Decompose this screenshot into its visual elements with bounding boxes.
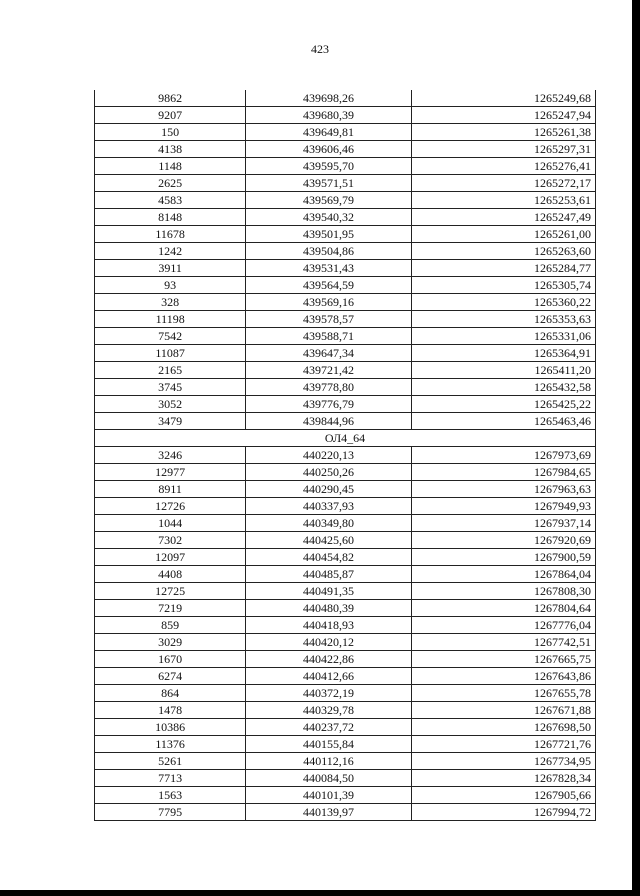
y-coordinate-cell: 1265284,77	[411, 260, 595, 277]
table-row	[95, 209, 596, 226]
y-coordinate-cell: 1265247,49	[411, 209, 595, 226]
x-coordinate-cell: 439778,80	[246, 379, 411, 396]
table-row	[95, 141, 596, 158]
y-coordinate-cell: 1267734,95	[411, 753, 595, 770]
table-row	[95, 651, 596, 668]
section-header-row	[95, 430, 596, 447]
y-coordinate-cell: 1265272,17	[411, 175, 595, 192]
y-coordinate-cell: 1265364,91	[411, 345, 595, 362]
point-number-cell: 1148	[95, 158, 246, 175]
y-coordinate-cell: 1267655,78	[411, 685, 595, 702]
table-row	[95, 311, 596, 328]
x-coordinate-cell: 439564,59	[246, 277, 411, 294]
y-coordinate-cell: 1265411,20	[411, 362, 595, 379]
y-coordinate-cell: 1265331,06	[411, 328, 595, 345]
y-coordinate-cell: 1267937,14	[411, 515, 595, 532]
y-coordinate-cell: 1265247,94	[411, 107, 595, 124]
point-number-cell: 10386	[95, 719, 246, 736]
y-coordinate-cell: 1267905,66	[411, 787, 595, 804]
table-row	[95, 124, 596, 141]
y-coordinate-cell: 1267671,88	[411, 702, 595, 719]
point-number-cell: 11087	[95, 345, 246, 362]
x-coordinate-cell: 439569,16	[246, 294, 411, 311]
x-coordinate-cell: 440425,60	[246, 532, 411, 549]
point-number-cell: 12726	[95, 498, 246, 515]
y-coordinate-cell: 1267643,86	[411, 668, 595, 685]
x-coordinate-cell: 440139,97	[246, 804, 411, 821]
point-number-cell: 12725	[95, 583, 246, 600]
y-coordinate-cell: 1265263,60	[411, 243, 595, 260]
y-coordinate-cell: 1265432,58	[411, 379, 595, 396]
y-coordinate-cell: 1265253,61	[411, 192, 595, 209]
y-coordinate-cell: 1267721,76	[411, 736, 595, 753]
point-number-cell: 1670	[95, 651, 246, 668]
point-number-cell: 3029	[95, 634, 246, 651]
point-number-cell: 9862	[95, 90, 246, 107]
table-row	[95, 549, 596, 566]
x-coordinate-cell: 439606,46	[246, 141, 411, 158]
x-coordinate-cell: 439649,81	[246, 124, 411, 141]
y-coordinate-cell: 1265360,22	[411, 294, 595, 311]
table-row	[95, 328, 596, 345]
x-coordinate-cell: 440422,86	[246, 651, 411, 668]
point-number-cell: 6274	[95, 668, 246, 685]
table-row	[95, 413, 596, 430]
point-number-cell: 93	[95, 277, 246, 294]
point-number-cell: 11376	[95, 736, 246, 753]
x-coordinate-cell: 439698,26	[246, 90, 411, 107]
point-number-cell: 7302	[95, 532, 246, 549]
x-coordinate-cell: 439721,42	[246, 362, 411, 379]
x-coordinate-cell: 440112,16	[246, 753, 411, 770]
table-row	[95, 345, 596, 362]
table-row	[95, 277, 596, 294]
x-coordinate-cell: 440372,19	[246, 685, 411, 702]
y-coordinate-cell: 1267949,93	[411, 498, 595, 515]
table-row	[95, 634, 596, 651]
x-coordinate-cell: 439776,79	[246, 396, 411, 413]
table-row	[95, 583, 596, 600]
table-row	[95, 481, 596, 498]
x-coordinate-cell: 440220,13	[246, 447, 411, 464]
table-row	[95, 702, 596, 719]
x-coordinate-cell: 440250,26	[246, 464, 411, 481]
point-number-cell: 7795	[95, 804, 246, 821]
y-coordinate-cell: 1265425,22	[411, 396, 595, 413]
table-row	[95, 600, 596, 617]
table-row	[95, 192, 596, 209]
table-row	[95, 685, 596, 702]
table-row	[95, 158, 596, 175]
table-row	[95, 447, 596, 464]
y-coordinate-cell: 1267808,30	[411, 583, 595, 600]
y-coordinate-cell: 1265463,46	[411, 413, 595, 430]
point-number-cell: 8911	[95, 481, 246, 498]
point-number-cell: 1563	[95, 787, 246, 804]
point-number-cell: 1044	[95, 515, 246, 532]
point-number-cell: 4583	[95, 192, 246, 209]
y-coordinate-cell: 1265261,00	[411, 226, 595, 243]
x-coordinate-cell: 440349,80	[246, 515, 411, 532]
point-number-cell: 3246	[95, 447, 246, 464]
table-row	[95, 498, 596, 515]
table-row	[95, 294, 596, 311]
table-row	[95, 260, 596, 277]
point-number-cell: 2165	[95, 362, 246, 379]
x-coordinate-cell: 440412,66	[246, 668, 411, 685]
x-coordinate-cell: 439540,32	[246, 209, 411, 226]
y-coordinate-cell: 1267742,51	[411, 634, 595, 651]
table-row	[95, 787, 596, 804]
table-row	[95, 719, 596, 736]
table-row	[95, 107, 596, 124]
x-coordinate-cell: 440237,72	[246, 719, 411, 736]
x-coordinate-cell: 440420,12	[246, 634, 411, 651]
x-coordinate-cell: 440290,45	[246, 481, 411, 498]
point-number-cell: 864	[95, 685, 246, 702]
y-coordinate-cell: 1267828,34	[411, 770, 595, 787]
x-coordinate-cell: 439844,96	[246, 413, 411, 430]
point-number-cell: 1478	[95, 702, 246, 719]
table-row	[95, 464, 596, 481]
table-row	[95, 379, 596, 396]
point-number-cell: 859	[95, 617, 246, 634]
y-coordinate-cell: 1265353,63	[411, 311, 595, 328]
table-row	[95, 515, 596, 532]
y-coordinate-cell: 1267776,04	[411, 617, 595, 634]
x-coordinate-cell: 439569,79	[246, 192, 411, 209]
x-coordinate-cell: 440101,39	[246, 787, 411, 804]
x-coordinate-cell: 440485,87	[246, 566, 411, 583]
point-number-cell: 11678	[95, 226, 246, 243]
y-coordinate-cell: 1267994,72	[411, 804, 595, 821]
table-row	[95, 566, 596, 583]
point-number-cell: 12097	[95, 549, 246, 566]
x-coordinate-cell: 440155,84	[246, 736, 411, 753]
table-row	[95, 753, 596, 770]
y-coordinate-cell: 1267864,04	[411, 566, 595, 583]
x-coordinate-cell: 439531,43	[246, 260, 411, 277]
point-number-cell: 12977	[95, 464, 246, 481]
table-row	[95, 226, 596, 243]
x-coordinate-cell: 439571,51	[246, 175, 411, 192]
point-number-cell: 1242	[95, 243, 246, 260]
point-number-cell: 4408	[95, 566, 246, 583]
x-coordinate-cell: 439595,70	[246, 158, 411, 175]
table-row	[95, 243, 596, 260]
x-coordinate-cell: 439647,34	[246, 345, 411, 362]
y-coordinate-cell: 1265249,68	[411, 90, 595, 107]
x-coordinate-cell: 439588,71	[246, 328, 411, 345]
point-number-cell: 5261	[95, 753, 246, 770]
y-coordinate-cell: 1267804,64	[411, 600, 595, 617]
point-number-cell: 7542	[95, 328, 246, 345]
x-coordinate-cell: 439680,39	[246, 107, 411, 124]
table-row	[95, 90, 596, 107]
y-coordinate-cell: 1267920,69	[411, 532, 595, 549]
table-row	[95, 668, 596, 685]
x-coordinate-cell: 440418,93	[246, 617, 411, 634]
y-coordinate-cell: 1267665,75	[411, 651, 595, 668]
y-coordinate-cell: 1267973,69	[411, 447, 595, 464]
table-row	[95, 175, 596, 192]
point-number-cell: 328	[95, 294, 246, 311]
y-coordinate-cell: 1267984,65	[411, 464, 595, 481]
table-row	[95, 362, 596, 379]
point-number-cell: 3911	[95, 260, 246, 277]
point-number-cell: 8148	[95, 209, 246, 226]
point-number-cell: 9207	[95, 107, 246, 124]
point-number-cell: 3479	[95, 413, 246, 430]
y-coordinate-cell: 1265297,31	[411, 141, 595, 158]
y-coordinate-cell: 1267698,50	[411, 719, 595, 736]
y-coordinate-cell: 1267900,59	[411, 549, 595, 566]
table-row	[95, 532, 596, 549]
page-number: 423	[311, 42, 329, 56]
table-row	[95, 770, 596, 787]
table-row	[95, 804, 596, 821]
coordinates-table	[94, 90, 596, 821]
coordinates-table-body	[95, 90, 596, 821]
x-coordinate-cell: 440329,78	[246, 702, 411, 719]
point-number-cell: 2625	[95, 175, 246, 192]
point-number-cell: 150	[95, 124, 246, 141]
page-edge-right	[632, 0, 640, 896]
y-coordinate-cell: 1265305,74	[411, 277, 595, 294]
section-label: ОЛ4_64	[95, 430, 596, 447]
x-coordinate-cell: 440084,50	[246, 770, 411, 787]
point-number-cell: 11198	[95, 311, 246, 328]
page-edge-bottom	[0, 890, 640, 896]
point-number-cell: 7219	[95, 600, 246, 617]
x-coordinate-cell: 439504,86	[246, 243, 411, 260]
y-coordinate-cell: 1265261,38	[411, 124, 595, 141]
x-coordinate-cell: 440454,82	[246, 549, 411, 566]
table-row	[95, 396, 596, 413]
x-coordinate-cell: 439578,57	[246, 311, 411, 328]
x-coordinate-cell: 439501,95	[246, 226, 411, 243]
table-row	[95, 617, 596, 634]
x-coordinate-cell: 440491,35	[246, 583, 411, 600]
point-number-cell: 4138	[95, 141, 246, 158]
table-row	[95, 736, 596, 753]
y-coordinate-cell: 1267963,63	[411, 481, 595, 498]
x-coordinate-cell: 440337,93	[246, 498, 411, 515]
point-number-cell: 3745	[95, 379, 246, 396]
point-number-cell: 7713	[95, 770, 246, 787]
y-coordinate-cell: 1265276,41	[411, 158, 595, 175]
x-coordinate-cell: 440480,39	[246, 600, 411, 617]
point-number-cell: 3052	[95, 396, 246, 413]
